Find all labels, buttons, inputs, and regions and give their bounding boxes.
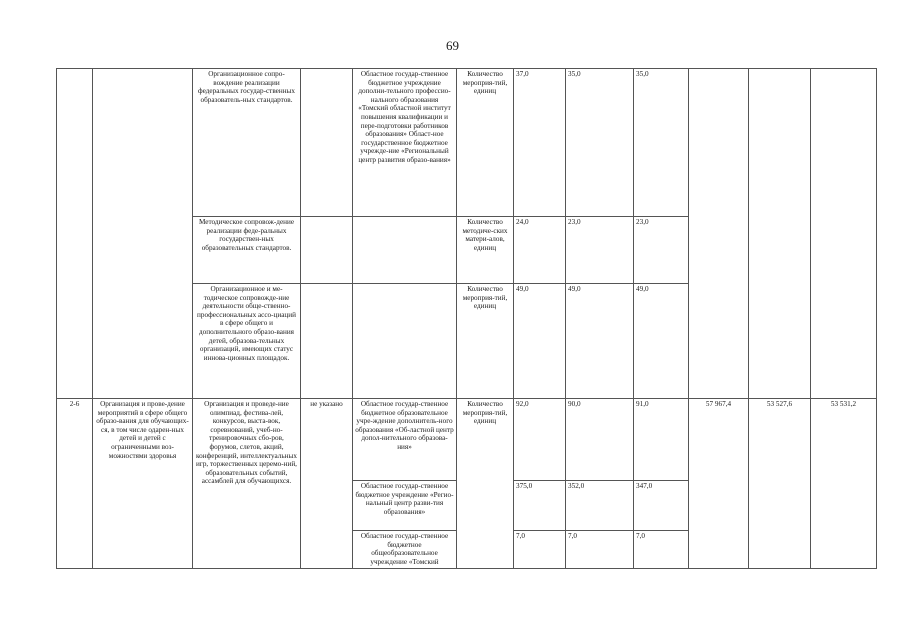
value-year3: 49,0 — [634, 284, 689, 399]
term-cell — [301, 284, 353, 399]
table-row — [57, 69, 877, 217]
value-year1: 49,0 — [514, 284, 566, 399]
value-year3: 7,0 — [634, 531, 689, 569]
term-cell: не указано — [301, 399, 353, 569]
finance-cell-empty — [811, 69, 877, 399]
activity-cell: Организационное сопро-вождение реализации федеральных государ-ственных образователь-ных стандартов. — [193, 69, 301, 217]
term-cell — [301, 69, 353, 217]
value-year3: 91,0 — [634, 399, 689, 481]
value-year1: 24,0 — [514, 217, 566, 284]
finance-cell-empty — [689, 69, 749, 399]
value-year3: 23,0 — [634, 217, 689, 284]
code-cell-empty — [57, 69, 93, 399]
term-cell — [301, 217, 353, 284]
value-year2: 90,0 — [566, 399, 634, 481]
value-year1: 375,0 — [514, 481, 566, 531]
indicator-cell: Количество методиче-ских матери-алов, единиц — [457, 217, 514, 284]
finance-year3: 53 531,2 — [811, 399, 877, 569]
finance-year2: 53 527,6 — [749, 399, 811, 569]
value-year3: 35,0 — [634, 69, 689, 217]
value-year2: 35,0 — [566, 69, 634, 217]
value-year2: 7,0 — [566, 531, 634, 569]
measure-cell: Организация и прове-дение мероприятий в сфере общего образо-вания для обучающих-ся, в том числе одарен-ных детей и детей с ограниченными воз-можностями здоровья — [93, 399, 193, 569]
value-year2: 352,0 — [566, 481, 634, 531]
indicator-cell: Количество мероприя-тий, единиц — [457, 399, 514, 569]
executor-cell: Областное государ-ственное бюджетное учреждение дополни-тельного профессио-нального образования «Томский областной институт повышения квалификации и пере-подготовки работников образования» Област-ное государственное бюджетное учрежде-ние «Региональный центр развития образо-вания» — [353, 69, 457, 217]
value-year1: 37,0 — [514, 69, 566, 217]
executor-cell — [353, 217, 457, 284]
table-row — [57, 399, 877, 481]
finance-year1: 57 967,4 — [689, 399, 749, 569]
executor-cell — [353, 284, 457, 399]
activity-cell: Методическое сопровож-дение реализации феде-ральных государствен-ных образовательных стандартов. — [193, 217, 301, 284]
activity-cell: Организация и проведе-ние олимпиад, фестива-лей, конкурсов, выста-вок, соревнований, учеб-но-тренировочных сбо-ров, форумов, слетов, акций, конференций, интеллектуальных игр, торжественных церемо-ний, образовательных событий, ассамблей для обучающихся. — [193, 399, 301, 569]
program-table — [56, 68, 877, 569]
executor-cell: Областное государ-ственное бюджетное учреждение «Регио-нальный центр разви-тия образования» — [353, 481, 457, 531]
value-year2: 23,0 — [566, 217, 634, 284]
activity-cell: Организационное и ме-тодическое сопровожде-ние деятельности обще-ственно-профессиональных ассо-циаций в сфере общего и дополнительного образо-вания детей, образова-тельных организаций, имеющих статус иннова-ционных площадок. — [193, 284, 301, 399]
value-year3: 347,0 — [634, 481, 689, 531]
executor-cell: Областное государ-ственное бюджетное образовательное учре-ждение дополнитель-ного образования «Об-ластной центр допол-нительного образова-ния» — [353, 399, 457, 481]
item-code: 2-6 — [57, 399, 93, 569]
indicator-cell: Количество мероприя-тий, единиц — [457, 284, 514, 399]
value-year1: 7,0 — [514, 531, 566, 569]
executor-cell: Областное государ-ственное бюджетное общеобразовательное учреждение «Томский — [353, 531, 457, 569]
finance-cell-empty — [749, 69, 811, 399]
indicator-cell: Количество мероприя-тий, единиц — [457, 69, 514, 217]
value-year2: 49,0 — [566, 284, 634, 399]
value-year1: 92,0 — [514, 399, 566, 481]
page-number: 69 — [446, 38, 459, 53]
measure-cell-empty — [93, 69, 193, 399]
